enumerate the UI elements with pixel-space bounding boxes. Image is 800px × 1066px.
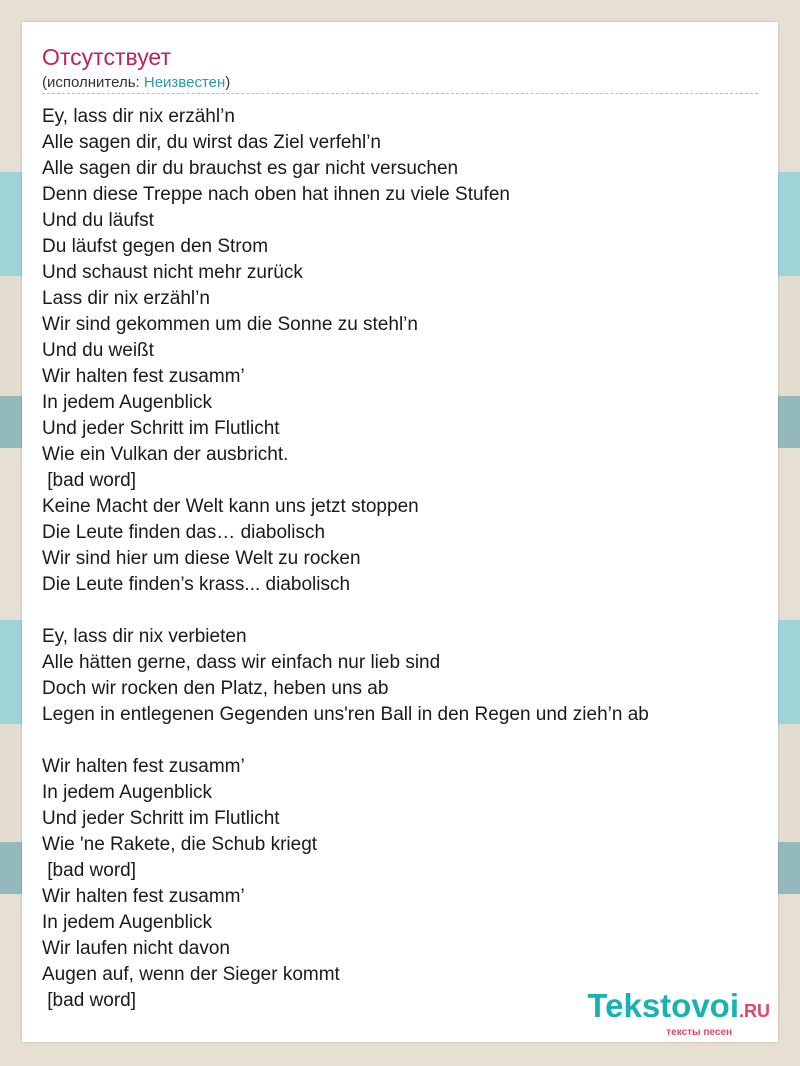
lyric-line: Doch wir rocken den Platz, heben uns ab: [42, 678, 389, 699]
lyric-line: Lass dir nix erzähl’n: [42, 288, 210, 309]
lyric-line: Alle sagen dir, du wirst das Ziel verfehl’n: [42, 132, 381, 153]
logo-name: Tekstovoi: [587, 987, 739, 1024]
lyric-line: Ey, lass dir nix erzähl’n: [42, 106, 235, 127]
lyrics-card: [22, 22, 778, 1042]
logo-tld: .RU: [739, 1001, 770, 1021]
lyric-line: Du läufst gegen den Strom: [42, 236, 269, 257]
site-logo[interactable]: [587, 989, 770, 1038]
artist-link[interactable]: Неизвестен: [143, 74, 226, 91]
lyric-line: [42, 728, 649, 754]
lyric-line: In jedem Augenblick: [42, 782, 213, 803]
artist-suffix: ): [225, 74, 231, 91]
lyric-line: [42, 598, 649, 624]
lyric-line: Legen in entlegenen Gegenden uns'ren Ball in den Regen und zieh’n ab: [42, 704, 649, 725]
lyric-line: Und jeder Schritt im Flutlicht: [42, 418, 280, 439]
lyric-line: Und du läufst: [42, 210, 154, 231]
lyric-line: Wir sind gekommen um die Sonne zu stehl’n: [42, 314, 418, 335]
lyric-line: Wir halten fest zusamm’: [42, 366, 245, 387]
lyric-line: Wir laufen nicht davon: [42, 938, 230, 959]
lyric-line: Alle sagen dir du brauchst es gar nicht versuchen: [42, 158, 459, 179]
lyric-line: In jedem Augenblick: [42, 392, 213, 413]
lyric-line: Wir halten fest zusamm’: [42, 756, 245, 777]
lyric-line: [bad word]: [42, 860, 136, 881]
lyric-line: Alle hätten gerne, dass wir einfach nur lieb sind: [42, 652, 441, 673]
lyric-line: Wir sind hier um diese Welt zu rocken: [42, 548, 361, 569]
lyric-line: Die Leute finden’s krass... diabolisch: [42, 574, 351, 595]
artist-prefix: (исполнитель:: [42, 74, 144, 91]
song-title: Отсутствует: [42, 44, 171, 70]
lyric-line: Und schaust nicht mehr zurück: [42, 262, 303, 283]
lyric-line: Wir halten fest zusamm’: [42, 886, 245, 907]
lyric-line: Wie 'ne Rakete, die Schub kriegt: [42, 834, 318, 855]
lyric-line: Und du weißt: [42, 340, 154, 361]
lyric-line: Augen auf, wenn der Sieger kommt: [42, 964, 340, 985]
lyric-line: [bad word]: [42, 470, 136, 491]
lyric-line: [bad word]: [42, 990, 136, 1011]
lyric-line: In jedem Augenblick: [42, 912, 213, 933]
lyric-line: Die Leute finden das… diabolisch: [42, 522, 326, 543]
lyrics-text: [42, 104, 649, 1014]
lyric-line: Ey, lass dir nix verbieten: [42, 626, 247, 647]
lyric-line: Und jeder Schritt im Flutlicht: [42, 808, 280, 829]
artist-line: [42, 73, 230, 93]
logo-tagline: тексты песен: [666, 1027, 732, 1038]
lyric-line: Keine Macht der Welt kann uns jetzt stoppen: [42, 496, 419, 517]
lyric-line: Denn diese Treppe nach oben hat ihnen zu viele Stufen: [42, 184, 510, 205]
title-divider: [42, 93, 758, 94]
lyric-line: Wie ein Vulkan der ausbricht.: [42, 444, 289, 465]
